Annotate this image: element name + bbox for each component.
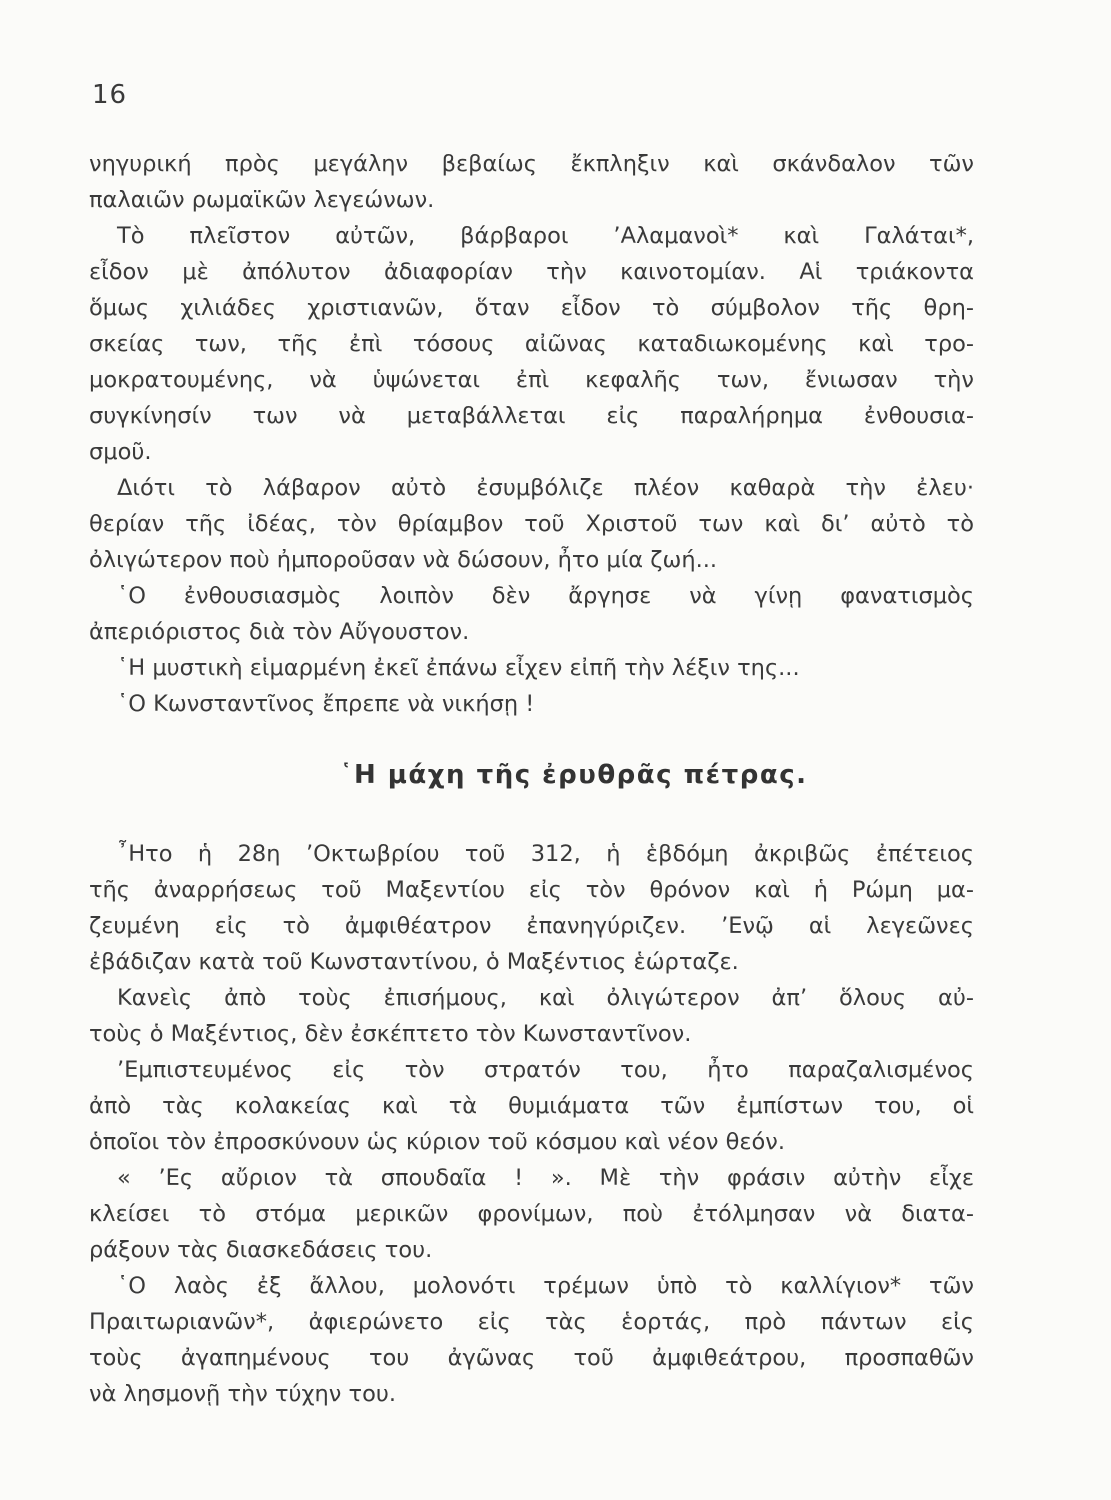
text-line: ζευμένη εἰς τὸ ἀμφιθέατρον ἐπανηγύριζεν. ’Ενῷ αἱ λεγεῶνες (89, 913, 974, 939)
page-number: 16 (92, 80, 128, 110)
text-line: τοὺς ἀγαπημένους του ἀγῶνας τοῦ ἀμφιθεάτρου, προσπαθῶν (89, 1345, 974, 1371)
text-line: ῏Ητο ἡ 28η ’Οκτωβρίου τοῦ 312, ἡ ἑβδόμη ἀκριβῶς ἐπέτειος (117, 841, 974, 867)
text-line: νὰ λησμονῇ τὴν τύχην του. (89, 1381, 397, 1407)
body-text-section-1 (89, 146, 974, 722)
text-line: Τὸ πλεῖστον αὐτῶν, βάρβαροι ’Αλαμανοὶ* καὶ Γαλάται*, (117, 223, 974, 249)
text-line: ῾Ο Κωνσταντῖνος ἔπρεπε νὰ νικήσῃ ! (117, 691, 535, 717)
text-line: ῾Ο ἐνθουσιασμὸς λοιπὸν δὲν ἄργησε νὰ γίνῃ φανατισμὸς (117, 583, 974, 609)
text-line: ἀπὸ τὰς κολακείας καὶ τὰ θυμιάματα τῶν ἐμπίστων του, οἱ (89, 1093, 974, 1119)
text-line: ῾Ο λαὸς ἐξ ἄλλου, μολονότι τρέμων ὑπὸ τὸ καλλίγιον* τῶν (117, 1273, 974, 1299)
text-line: ’Εμπιστευμένος εἰς τὸν στρατόν του, ἦτο παραζαλισμένος (117, 1057, 974, 1083)
text-line: ὀλιγώτερον ποὺ ἠμποροῦσαν νὰ δώσουν, ἦτο μία ζωή... (89, 547, 718, 573)
text-line: ὁποῖοι τὸν ἐπροσκύνουν ὡς κύριον τοῦ κόσμου καὶ νέον θεόν. (89, 1129, 785, 1155)
text-line: ἐβάδιζαν κατὰ τοῦ Κωνσταντίνου, ὁ Μαξέντιος ἑώρταζε. (89, 949, 739, 975)
text-line: παλαιῶν ρωμαϊκῶν λεγεώνων. (89, 187, 435, 213)
text-line: ὅμως χιλιάδες χριστιανῶν, ὅταν εἶδον τὸ σύμβολον τῆς θρη- (89, 295, 974, 321)
text-line: τῆς ἀναρρήσεως τοῦ Μαξεντίου εἰς τὸν θρόνον καὶ ἡ Ρώμη μα- (89, 877, 974, 903)
text-line: « ’Ες αὔριον τὰ σπουδαῖα ! ». Μὲ τὴν φράσιν αὐτὴν εἶχε (117, 1165, 974, 1191)
text-line: συγκίνησίν των νὰ μεταβάλλεται εἰς παραλήρημα ἐνθουσια- (89, 403, 974, 429)
text-line: ῾Η μυστικὴ εἱμαρμένη ἐκεῖ ἐπάνω εἶχεν εἰπῆ τὴν λέξιν της... (117, 655, 800, 681)
text-line: Διότι τὸ λάβαρον αὐτὸ ἐσυμβόλιζε πλέον καθαρὰ τὴν ἐλευ· (117, 475, 974, 501)
body-text-section-2 (89, 836, 974, 1412)
text-line: κλείσει τὸ στόμα μερικῶν φρονίμων, ποὺ ἐτόλμησαν νὰ διατα- (89, 1201, 974, 1227)
text-line: Πραιτωριανῶν*, ἀφιερώνετο εἰς τὰς ἑορτάς, πρὸ πάντων εἰς (89, 1309, 974, 1335)
text-line: σμοῦ. (89, 439, 152, 465)
text-line: νηγυρική πρὸς μεγάλην βεβαίως ἔκπληξιν καὶ σκάνδαλον τῶν (89, 151, 974, 177)
section-heading: ῾Η μάχη τῆς ἐρυθρᾶς πέτρας. (339, 760, 808, 790)
text-line: μοκρατουμένης, νὰ ὑψώνεται ἐπὶ κεφαλῆς των, ἔνιωσαν τὴν (89, 367, 974, 393)
text-line: Κανεὶς ἀπὸ τοὺς ἐπισήμους, καὶ ὀλιγώτερον ἀπ’ ὅλους αὐ- (117, 985, 974, 1011)
text-line: ράξουν τὰς διασκεδάσεις του. (89, 1237, 433, 1263)
text-line: θερίαν τῆς ἰδέας, τὸν θρίαμβον τοῦ Χριστοῦ των καὶ δι’ αὐτὸ τὸ (89, 511, 974, 537)
text-line: τοὺς ὁ Μαξέντιος, δὲν ἐσκέπτετο τὸν Κωνσταντῖνον. (89, 1021, 692, 1047)
text-line: σκείας των, τῆς ἐπὶ τόσους αἰῶνας καταδιωκομένης καὶ τρο- (89, 331, 974, 357)
text-line: ἀπεριόριστος διὰ τὸν Αὔγουστον. (89, 619, 470, 645)
text-line: εἶδον μὲ ἀπόλυτον ἀδιαφορίαν τὴν καινοτομίαν. Αἱ τριάκοντα (89, 259, 974, 285)
